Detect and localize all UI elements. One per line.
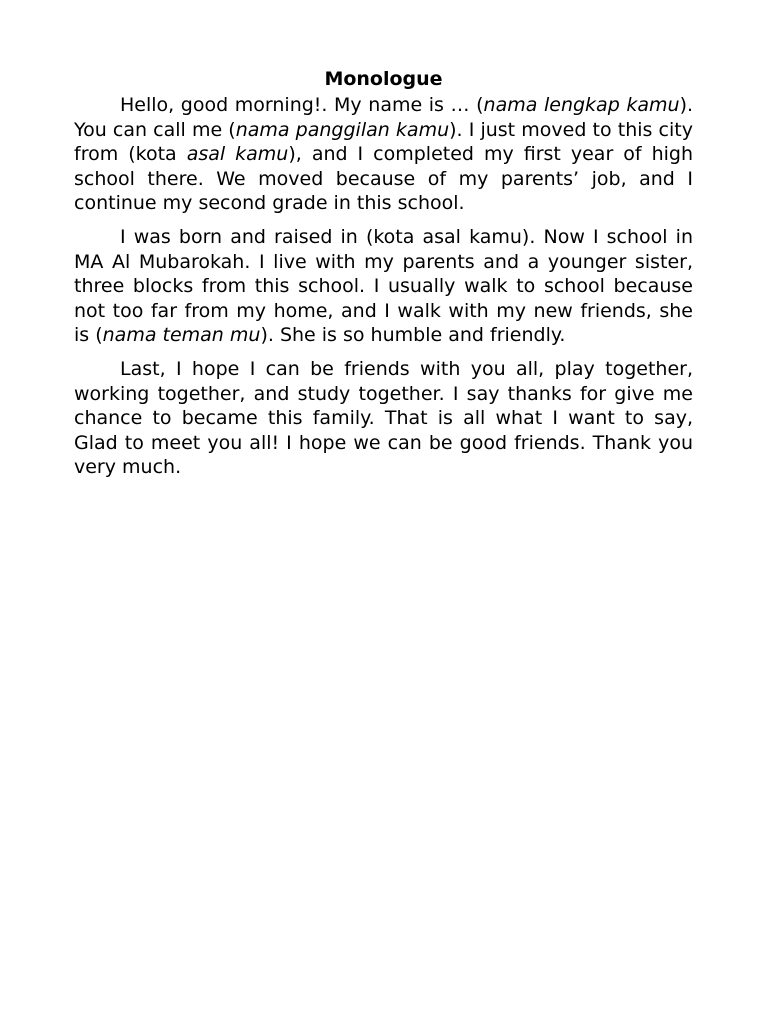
paragraph-2: [74, 225, 693, 348]
paragraph-segment-italic: nama teman mu: [102, 324, 261, 347]
document-title: Monologue: [324, 68, 443, 90]
paragraph-segment: Last, I hope I can be friends with you all, play together, working together, and study together. I say thanks for give me chance to became this family. That is all what I want to say, Glad to meet you all! I hope we can be good friends. Thank you very much.: [74, 357, 693, 479]
paragraph-segment: ). I just moved to this city from (kota: [74, 118, 693, 166]
paragraph-segment-italic: asal kamu: [186, 143, 289, 166]
paragraph-segment-italic: nama lengkap kamu: [483, 94, 680, 116]
paragraph-segment-italic: nama panggilan kamu: [235, 118, 450, 141]
paragraph-segment: ). She is so humble and friendly.: [260, 324, 566, 347]
paragraph-segment: ). You can call me (: [74, 94, 694, 141]
paragraph-segment: ), and I completed my first year of high school there. We moved because of my parents’ job, and I continue my second grade in this school.: [74, 143, 693, 215]
paragraph-segment: I was born and raised in (kota asal kamu). Now I school in MA Al Mubarokah. I live with my parents and a younger sister, three blocks from this school. I usually walk to school because not too far from my home, and I walk with my new friends, she is (: [74, 225, 693, 347]
paragraph-3: [74, 357, 693, 480]
document-page: [74, 66, 693, 489]
paragraph-segment: Hello, good morning!. My name is … (: [120, 94, 484, 116]
paragraph-1: [74, 93, 693, 216]
